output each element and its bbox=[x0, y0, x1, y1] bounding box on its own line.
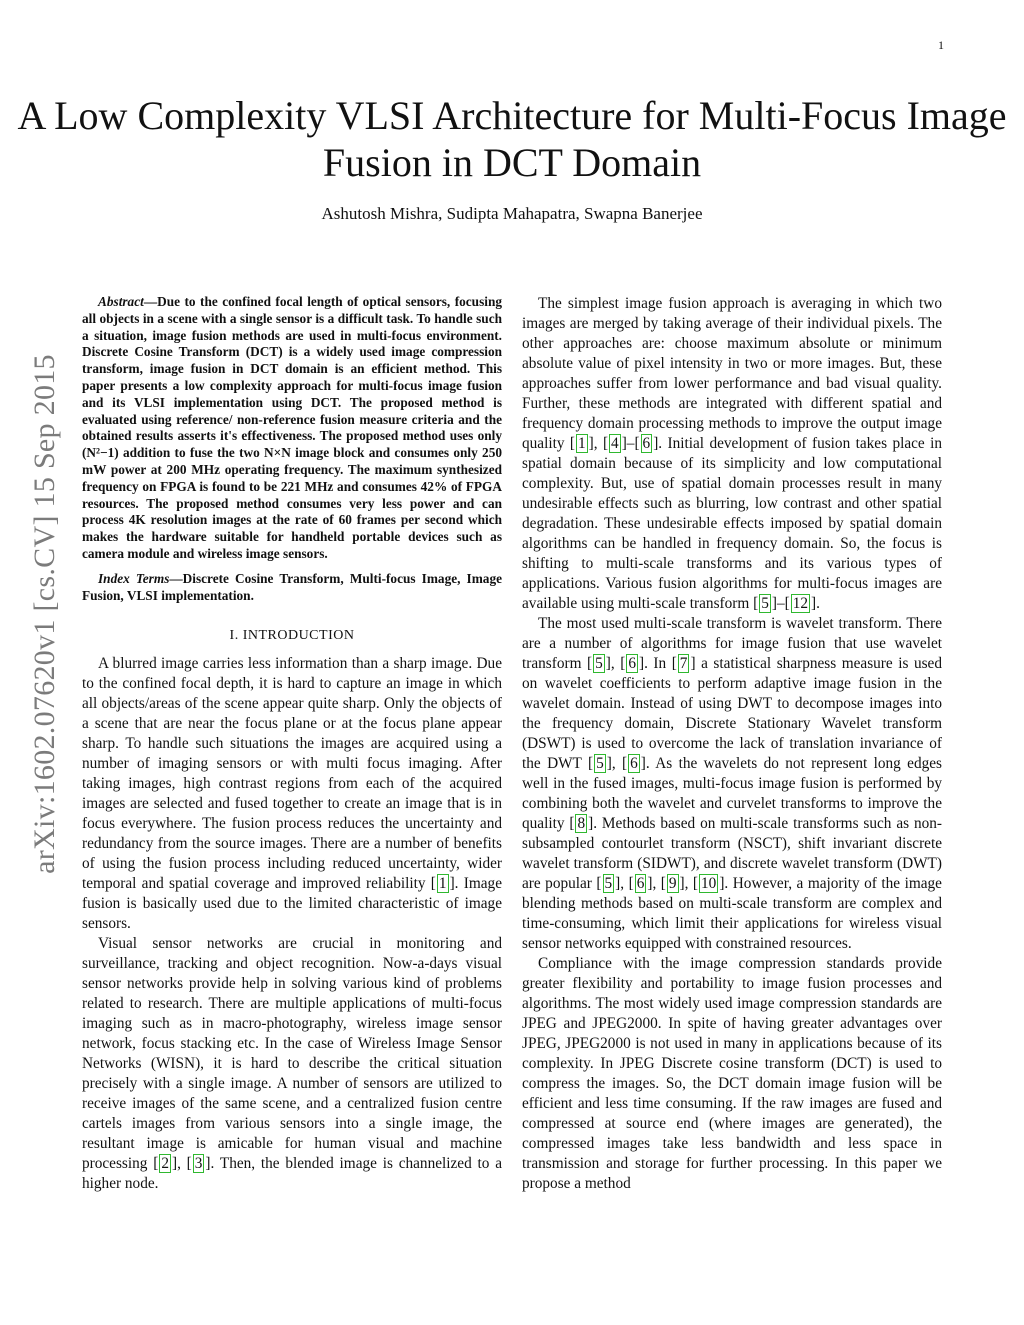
paragraph-text: ]. Then, the blended image is channelized to a higher node. bbox=[82, 1155, 502, 1193]
paragraph-text: ]. Methods based on multi-scale transforms such as non-subsampled contourlet transform (NSCT), shift invariant discrete wavelet transform (SIDWT), and discrete wavelet transform (DWT) are popular [ bbox=[522, 815, 942, 892]
citation-link[interactable]: 1 bbox=[438, 875, 447, 893]
paper-header bbox=[0, 92, 1024, 224]
citation-link[interactable]: 3 bbox=[194, 1155, 203, 1173]
page-number: 1 bbox=[938, 38, 944, 52]
paragraph-text: ], [ bbox=[615, 875, 634, 892]
section-heading-introduction: I. INTRODUCTION bbox=[229, 628, 355, 644]
citation-link[interactable]: 5 bbox=[596, 755, 604, 772]
paragraph-text: ]. Initial development of fusion takes place in spatial domain because of its simplicity and low computational complexity. But, use of spatial domain processes result in many undesirable effects such as blurring, low contrast and other spatial degradation. These undesirable effects imposed by spatial domain algorithms can be handled in frequency domain. So, the focus is shifting to multi-scale transforms and its various types of applications. Various fusion algorithms for multi-focus images are available using multi-scale transform [ bbox=[522, 435, 942, 612]
paragraph-text: ], [ bbox=[606, 755, 628, 772]
paragraph-text: The most used multi-scale transform is wavelet transform. There are a number of algorithms for image fusion that use wavelet transform [ bbox=[522, 615, 942, 672]
paragraph bbox=[522, 614, 942, 954]
citation-link[interactable]: 7 bbox=[679, 655, 688, 672]
paragraph-text: ], [ bbox=[647, 875, 666, 892]
paragraph-text: ], [ bbox=[588, 435, 609, 452]
paragraph-text: The simplest image fusion approach is averaging in which two images are merged by taking average of their individual pixels. The other approaches are: choose maximum absolute or minimum absolute value of pixel intensity in two or more images. But, these approaches suffer from lower performance and bad visual quality. Further, these methods are integrated with different spatial and frequency domain processing methods to improve the output image quality [ bbox=[522, 295, 942, 452]
paragraph-text: ]–[ bbox=[771, 595, 790, 612]
paragraph bbox=[522, 294, 942, 614]
citation-link[interactable]: 5 bbox=[604, 875, 613, 892]
abstract bbox=[82, 294, 502, 563]
citation-link[interactable]: 6 bbox=[628, 655, 636, 672]
paragraph-text: ], [ bbox=[171, 1155, 192, 1173]
citation-link[interactable]: 5 bbox=[595, 655, 603, 672]
citation-link[interactable]: 6 bbox=[636, 875, 645, 892]
paragraph-text: Compliance with the image compression standards provide greater flexibility and portability to image fusion processes and algorithms. The most widely used image compression standards are JPEG and JPEG2000. In spite of having greater advantages over JPEG, JPEG2000 is not used in many in applications because of its complexity. In JPEG Discrete cosine transform (DCT) is used to compress the images. So, the DCT domain image fusion will be efficient and less time consuming. If the raw images are fused and compressed at source end (where images are generated), the compressed images take less bandwidth and less space in transmission and storage for further processing. In this paper we propose a method bbox=[522, 955, 942, 1192]
paragraph bbox=[82, 654, 502, 934]
author-list: Ashutosh Mishra, Sudipta Mahapatra, Swapna Banerjee bbox=[321, 204, 703, 223]
paragraph bbox=[82, 934, 502, 1194]
left-column bbox=[82, 294, 502, 1194]
citation-link[interactable]: 9 bbox=[668, 875, 677, 892]
paragraph-text: ], [ bbox=[605, 655, 626, 672]
paragraph-text: ]. Image fusion is basically used due to the limited characteristic of image sensors. bbox=[82, 875, 502, 933]
abstract-text: —Due to the confined focal length of optical sensors, focusing all objects in a scene with a single sensor is a difficult task. To handle such a situation, image fusion methods are used in multi-focus environment. Discrete Cosine Transform (DCT) is a widely used image compression transform, image fusion in DCT domain is an efficient method. This paper presents a low complexity approach for multi-focus image fusion and its VLSI implementation using DCT. The proposed method is evaluated using reference/ non-reference fusion measure criteria and the obtained results asserts it's effectiveness. The proposed method uses only (N²−1) addition to fuse the two N×N image block and consumes only 250 mW power at 200 MHz operating frequency. The maximum synthesized frequency on FPGA is found to be 221 MHz and consumes 42% of FPGA resources. The proposed method consumes very less power and can process 4K resolution images at the rate of 60 frames per second which makes the hardware suitable for handheld portable devices such as camera module and wireless image sensors. bbox=[82, 294, 502, 561]
paragraph-text: ]. bbox=[810, 595, 820, 612]
arxiv-identifier-text: arXiv:1602.07620v1 [cs.CV] 15 Sep 2015 bbox=[28, 354, 61, 874]
citation-link[interactable]: 5 bbox=[761, 595, 769, 612]
citation-link[interactable]: 8 bbox=[577, 815, 586, 832]
index-terms bbox=[82, 571, 502, 605]
paragraph-text: ]. However, a majority of the image blending methods based on multi-scale transform are complex and time-consuming, which limit their applications for wireless visual sensor networks equipped with constrained resources. bbox=[522, 875, 942, 952]
citation-link[interactable]: 12 bbox=[792, 595, 808, 612]
citation-link[interactable]: 6 bbox=[630, 755, 638, 772]
paragraph-text: ], [ bbox=[679, 875, 699, 892]
paragraph-text: A blurred image carries less information than a sharp image. Due to the confined focal depth, it is hard to capture an image in which all objects/areas of the scene appear quite sharp. Only the objects of a scene that are near the focus plane or at the focus plane appear sharp. To handle such situations the images are acquired using a number of imaging sensors or with multi focus imaging. After taking images, high contrast regions from each of the acquired images are selected and fused together to create an image that is in focus everywhere. The fusion process reduces the uncertainty and redundancy from the source images. There are a number of benefits of using the fusion process including reduced uncertainty, wider temporal and spatial coverage and improved reliability [ bbox=[82, 655, 502, 893]
paper-title: A Low Complexity VLSI Architecture for Multi-Focus Image Fusion in DCT Domain bbox=[17, 93, 1007, 185]
right-column bbox=[522, 294, 942, 1194]
citation-link[interactable]: 4 bbox=[611, 435, 619, 452]
citation-link[interactable]: 6 bbox=[642, 435, 651, 452]
index-terms-label: Index Terms bbox=[98, 570, 170, 586]
paragraph-text: ]. As the wavelets do not represent long edges well in the fused images, multi-focus image fusion is performed by combining both the wavelet and curvelet transforms to improve the quality [ bbox=[522, 755, 943, 832]
paragraph-text: ]–[ bbox=[621, 435, 640, 452]
abstract-label: Abstract bbox=[98, 294, 144, 309]
citation-link[interactable]: 2 bbox=[161, 1155, 169, 1173]
citation-link[interactable]: 1 bbox=[577, 435, 586, 452]
paragraph bbox=[522, 954, 942, 1194]
index-terms-text: —Discrete Cosine Transform, Multi-focus Image, Image Fusion, VLSI implementation. bbox=[82, 570, 502, 603]
citation-link[interactable]: 10 bbox=[701, 875, 717, 892]
paragraph-text: ] a statistical sharpness measure is used on wavelet coefficients to perform adaptive image fusion in the wavelet domain. Instead of using DWT to decompose images into the frequency domain, Discrete Stationary Wavelet transform (DSWT) is used to overcome the lack of translation invariance of the DWT [ bbox=[522, 655, 942, 772]
paragraph-text: ]. In [ bbox=[638, 655, 677, 672]
paragraph-text: Visual sensor networks are crucial in monitoring and surveillance, tracking and object recognition. Now-a-days visual sensor networks provide help in solving various kind of problems related to research. There are multiple applications of multi-focus imaging such as in macro-photography, wireless image sensor network, focus stacking etc. In the case of Wireless Image Sensor Networks (WISN), it is hard to describe the critical situation precisely with a single image. A number of sensors are utilized to receive images of the same scene, and a centralized fusion centre cartels images from various sensors into a single image, the resultant image is amicable for human visual and machine processing [ bbox=[82, 935, 502, 1173]
arxiv-identifier[interactable] bbox=[28, 318, 62, 910]
